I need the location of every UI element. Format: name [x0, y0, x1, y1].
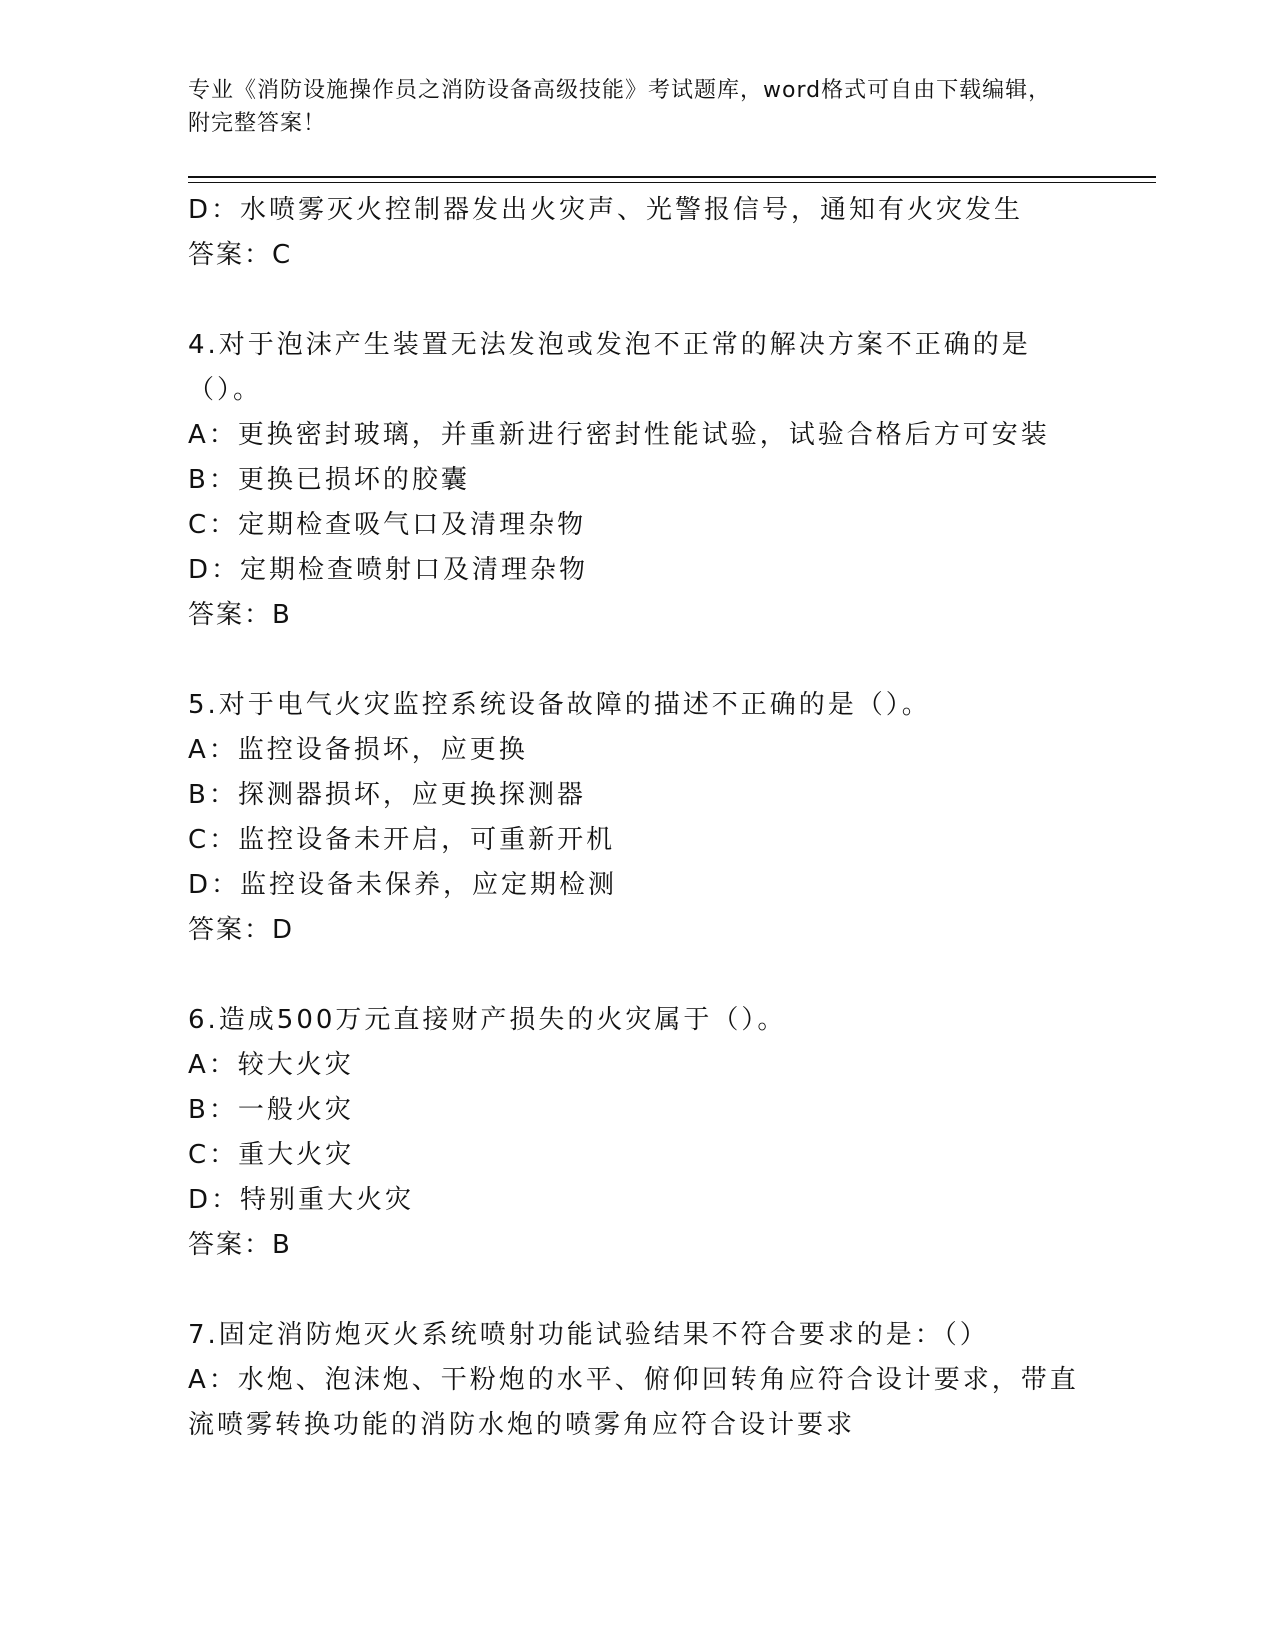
- option: C：定期检查吸气口及清理杂物: [188, 510, 587, 540]
- option: B：更换已损坏的胶囊: [188, 465, 470, 495]
- question-stem: 5.对于电气火灾监控系统设备故障的描述不正确的是（）。: [188, 690, 931, 720]
- option: D：定期检查喷射口及清理杂物: [188, 555, 589, 585]
- option: A：较大火灾: [188, 1050, 354, 1080]
- question-block: [188, 1313, 1088, 1448]
- question-block: [188, 683, 1088, 953]
- answer: 答案：D: [188, 915, 295, 945]
- option: C：重大火灾: [188, 1140, 355, 1170]
- header-divider-thin: [188, 182, 1156, 183]
- option: D：特别重大火灾: [188, 1185, 415, 1215]
- option: D：监控设备未保养，应定期检测: [188, 870, 618, 900]
- question-block: [188, 323, 1088, 638]
- option: A：监控设备损坏，应更换: [188, 735, 528, 765]
- option: C：监控设备未开启，可重新开机: [188, 825, 616, 855]
- document-body: [188, 188, 1088, 1448]
- option: A：更换密封玻璃，并重新进行密封性能试验，试验合格后方可安装: [188, 420, 1050, 450]
- question-stem: 4.对于泡沫产生装置无法发泡或发泡不正常的解决方案不正确的是（）。: [188, 330, 1031, 405]
- answer: 答案：B: [188, 1230, 292, 1260]
- continued-answer: 答案：C: [188, 240, 293, 270]
- answer: 答案：B: [188, 600, 292, 630]
- document-header: 专业《消防设施操作员之消防设备高级技能》考试题库，word格式可自由下载编辑，附完整答案！: [188, 78, 1052, 136]
- question-stem: 7.固定消防炮灭火系统喷射功能试验结果不符合要求的是：（）: [188, 1320, 989, 1350]
- question-stem: 6.造成500万元直接财产损失的火灾属于（）。: [188, 1005, 787, 1035]
- option: B：探测器损坏，应更换探测器: [188, 780, 586, 810]
- question-block: [188, 998, 1088, 1268]
- continued-option-d: D：水喷雾灭火控制器发出火灾声、光警报信号，通知有火灾发生: [188, 195, 1024, 225]
- option: B：一般火灾: [188, 1095, 354, 1125]
- option: A：水炮、泡沫炮、干粉炮的水平、俯仰回转角应符合设计要求，带直流喷雾转换功能的消防水炮的喷雾角应符合设计要求: [188, 1365, 1079, 1440]
- header-divider-thick: [188, 176, 1156, 178]
